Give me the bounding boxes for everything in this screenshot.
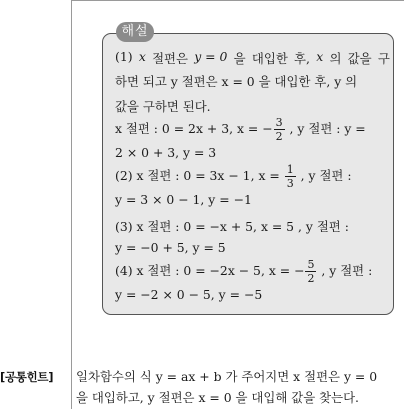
fraction: $\frac{1}{3}$ bbox=[286, 163, 294, 190]
solution-line-2: 하면 되고 y 절편은 x = 0 을 대입한 후, y 의 bbox=[115, 74, 358, 89]
fraction: $\frac{3}{2}$ bbox=[275, 116, 283, 143]
solution-line-8: (3) x 절편 : 0 = −x + 5, x = 5 , y 절편 : bbox=[115, 219, 349, 234]
solution-line-7: y = 3 × 0 − 1, y = −1 bbox=[115, 192, 252, 207]
page-top-rule bbox=[71, 0, 404, 1]
solution-line-10: (4) x 절편 : 0 = −2x − 5, x = − $\frac{5}{2}$ , y 절편 : bbox=[115, 258, 373, 285]
hint-line-1: 일차함수의 식 y = ax + b 가 주어지면 x 절편은 y = 0 bbox=[76, 369, 378, 384]
solution-line-1: (1) x 절편은 y = 0 을 대입한 후, x 의 값을 구 bbox=[115, 49, 390, 66]
hint-line-2: 을 대입하고, y 절편은 x = 0 을 대입해 값을 찾는다. bbox=[76, 390, 359, 405]
common-hint-label: [공통힌트] bbox=[0, 370, 54, 384]
solution-line-3: 값을 구하면 된다. bbox=[115, 99, 211, 114]
fraction: $\frac{5}{2}$ bbox=[307, 258, 315, 285]
solution-tag: 해설 bbox=[116, 22, 154, 42]
page-left-rule bbox=[71, 0, 72, 409]
solution-line-11: y = −2 × 0 − 5, y = −5 bbox=[115, 287, 263, 302]
solution-line-9: y = −0 + 5, y = 5 bbox=[115, 240, 226, 255]
solution-line-6: (2) x 절편 : 0 = 3x − 1, x = $\frac{1}{3}$ , y 절편 : bbox=[115, 163, 352, 190]
solution-line-4: x 절편 : 0 = 2x + 3, x = − $\frac{3}{2}$ , y 절편 : y = bbox=[115, 116, 366, 143]
solution-line-5: 2 × 0 + 3, y = 3 bbox=[115, 145, 217, 160]
